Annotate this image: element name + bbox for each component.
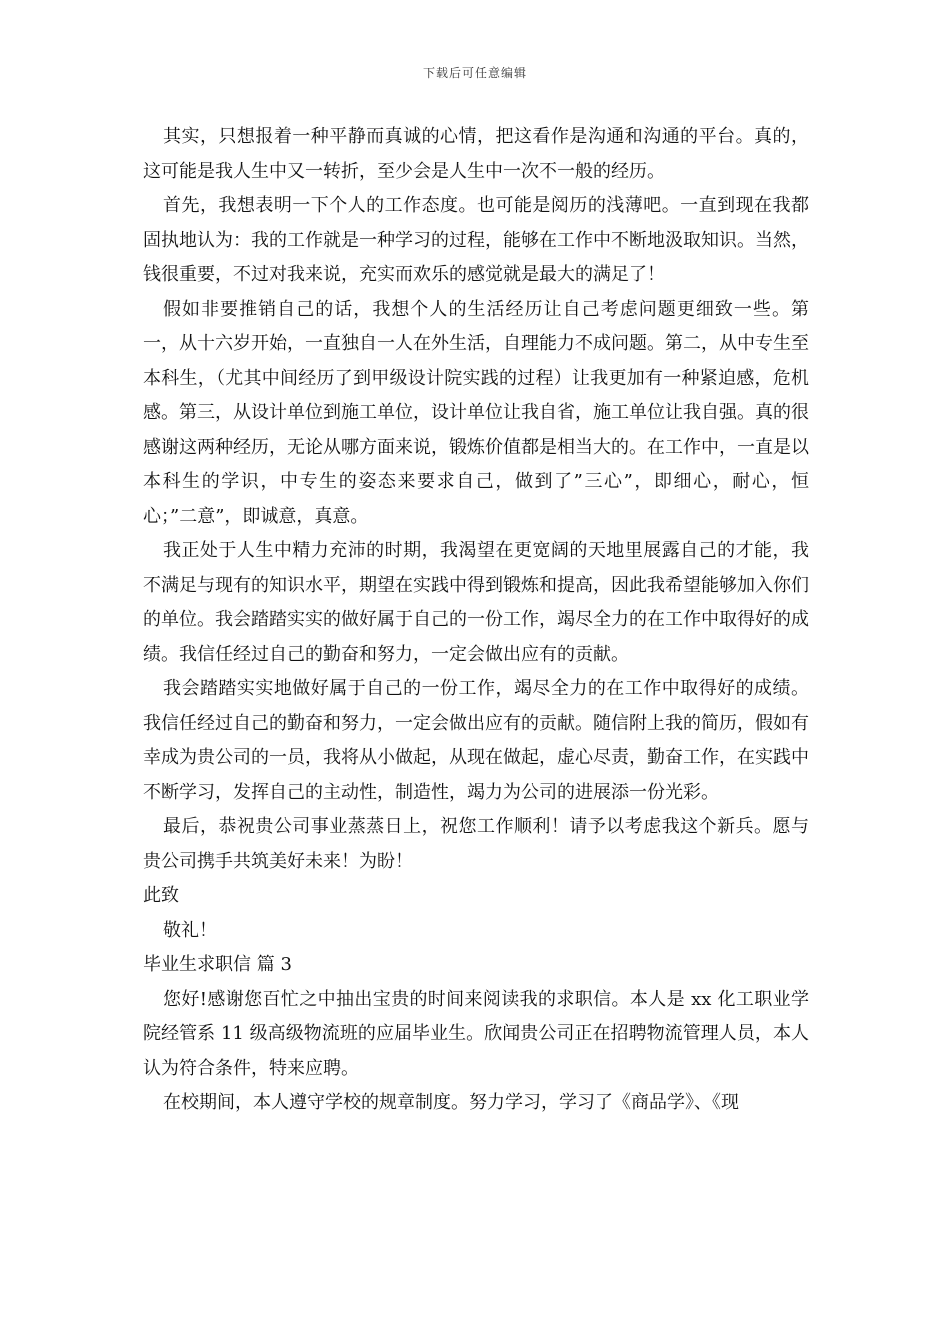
paragraph-letter3-intro: 您好!感谢您百忙之中抽出宝贵的时间来阅读我的求职信。本人是 xx 化工职业学院经管系 11 级高级物流班的应届毕业生。欣闻贵公司正在招聘物流管理人员，本人认为符合条件，特来应聘。 bbox=[143, 988, 809, 1079]
salutation-jingli: 敬礼！ bbox=[163, 919, 217, 941]
paragraph-commitment: 我会踏踏实实地做好属于自己的一份工作，竭尽全力的在工作中取得好的成绩。我信任经过自己的勤奋和努力，一定会做出应有的贡献。随信附上我的简历，假如有幸成为贵公司的一员，我将从小做起，从现在做起，虚心尽责，勤奋工作，在实践中不断学习，发挥自己的主动性，制造性，竭力为公司的进展添一份光彩。 bbox=[143, 678, 809, 803]
paragraph-closing: 最后，恭祝贵公司事业蒸蒸日上，祝您工作顺利！请予以考虑我这个新兵。愿与贵公司携手共筑美好未来！为盼！ bbox=[143, 816, 809, 872]
section-title: 毕业生求职信 篇 3 bbox=[143, 954, 292, 975]
paragraph-intro: 其实，只想报着一种平静而真诚的心情，把这看作是沟通和沟通的平台。真的，这可能是我人生中又一转折，至少会是人生中一次不一般的经历。 bbox=[143, 126, 809, 182]
paragraph-letter3-school: 在校期间，本人遵守学校的规章制度。努力学习，学习了《商品学》、《现 bbox=[163, 1092, 739, 1113]
salutation-cizhi: 此致 bbox=[143, 885, 179, 906]
letter-body bbox=[143, 120, 809, 1121]
paragraph-work-attitude: 首先，我想表明一下个人的工作态度。也可能是阅历的浅薄吧。一直到现在我都固执地认为：我的工作就是一种学习的过程，能够在工作中不断地汲取知识。当然，钱很重要，不过对我来说，充实而欢乐的感觉就是最大的满足了！ bbox=[143, 195, 809, 285]
paragraph-ambition: 我正处于人生中精力充沛的时期，我渴望在更宽阔的天地里展露自己的才能，我不满足与现有的知识水平，期望在实践中得到锻炼和提高，因此我希望能够加入你们的单位。我会踏踏实实的做好属于自己的一份工作，竭尽全力的在工作中取得好的成绩。我信任经过自己的勤奋和努力，一定会做出应有的贡献。 bbox=[143, 540, 809, 665]
paragraph-experience: 假如非要推销自己的话，我想个人的生活经历让自己考虑问题更细致一些。第一，从十六岁开始，一直独自一人在外生活，自理能力不成问题。第二，从中专生至本科生，（尤其中间经历了到甲级设计院实践的过程）让我更加有一种紧迫感，危机感。第三，从设计单位到施工单位，设计单位让我自省，施工单位让我自强。真的很感谢这两种经历，无论从哪方面来说，锻炼价值都是相当大的。在工作中，一直是以本科生的学识，中专生的姿态来要求自己，做到了”三心”，即细心，耐心，恒心；”二意”，即诚意，真意。 bbox=[143, 298, 809, 527]
page-header: 下载后可任意编辑 bbox=[422, 66, 527, 80]
